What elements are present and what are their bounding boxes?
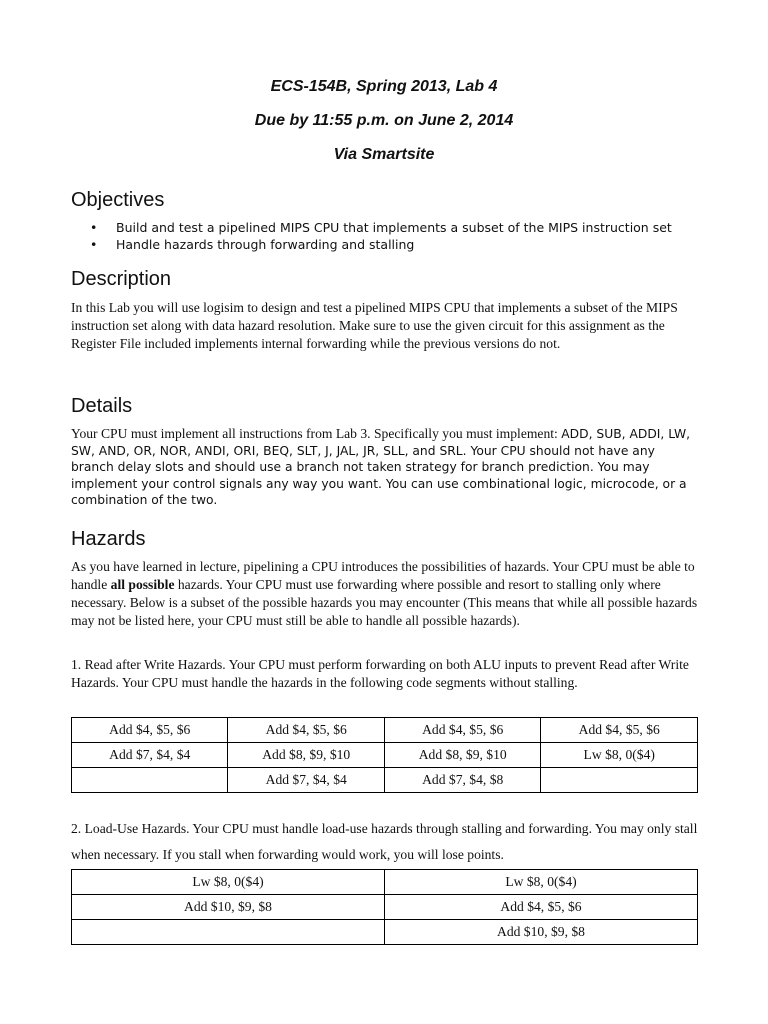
objectives-heading: Objectives [71, 189, 165, 211]
details-heading: Details [71, 395, 133, 417]
description-heading: Description [71, 268, 172, 290]
table-cell: Add $7, $4, $4 [72, 743, 228, 768]
table-cell: Lw $8, 0($4) [541, 743, 698, 768]
table-cell: Add $7, $4, $8 [384, 768, 540, 793]
hazards-heading: Hazards [71, 528, 146, 550]
table-row [72, 870, 698, 895]
table-cell: Add $4, $5, $6 [384, 718, 540, 743]
course-title: ECS-154B, Spring 2013, Lab 4 [270, 78, 498, 95]
details-text-serif: Your CPU must implement all instructions from Lab 3. Specifically you must implement: [71, 426, 562, 441]
table-cell: Add $4, $5, $6 [385, 895, 698, 920]
hazards-intro-emphasis: all possible [110, 577, 175, 592]
load-use-table [71, 869, 698, 945]
details-text [71, 426, 699, 509]
table-row [72, 718, 698, 743]
table-row [72, 743, 698, 768]
objective-item: • Build and test a pipelined MIPS CPU that implements a subset of the MIPS instruction set [71, 219, 711, 236]
raw-hazards-text: 1. Read after Write Hazards. Your CPU must perform forwarding on both ALU inputs to prevent Read after Write Hazards. Your CPU must handle the hazards in the following code segments without stalling. [71, 657, 689, 690]
table-cell [541, 768, 698, 793]
table-cell: Add $10, $9, $8 [72, 895, 385, 920]
table-row [72, 895, 698, 920]
hazards-intro-part: hazards. Your CPU must use forwarding where possible and resort to stalling only where necessary. Below is a subset of the possible hazards you may encounter (This means that while all possible hazards may not be listed here, your CPU must still be able to handle all possible hazards). [71, 577, 698, 628]
details-text-sans: ADD, SUB, ADDI, LW, SW, AND, OR, NOR, ANDI, ORI, BEQ, SLT, J, JAL, JR, SLL, and SRL. Your CPU should not have any branch delay slots and should use a branch not taken strategy for branch prediction. You may implement your control signals any way you want. You can use combinational logic, microcode, or a combination of the two. [71, 427, 691, 507]
table-cell: Add $10, $9, $8 [385, 920, 698, 945]
submission-method: Via Smartsite [333, 146, 435, 163]
raw-hazards-table [71, 717, 698, 793]
table-cell: Lw $8, 0($4) [385, 870, 698, 895]
table-cell: Lw $8, 0($4) [72, 870, 385, 895]
table-cell: Add $4, $5, $6 [541, 718, 698, 743]
table-cell: Add $7, $4, $4 [228, 768, 384, 793]
table-row [72, 768, 698, 793]
description-text: In this Lab you will use logisim to design and test a pipelined MIPS CPU that implements a subset of the MIPS instruction set along with data hazard resolution. Make sure to use the given circuit for this assignment as the Register File included implements internal forwarding while the previous versions do not. [71, 300, 678, 351]
table-cell [72, 920, 385, 945]
load-use-text: 2. Load-Use Hazards. Your CPU must handle load-use hazards through stalling and forwarding. You may only stall when necessary. If you stall when forwarding would work, you will lose points. [71, 821, 698, 862]
table-cell: Add $8, $9, $10 [228, 743, 384, 768]
table-cell: Add $4, $5, $6 [228, 718, 384, 743]
table-cell: Add $8, $9, $10 [384, 743, 540, 768]
table-cell: Add $4, $5, $6 [72, 718, 228, 743]
objectives-list [71, 219, 711, 253]
hazards-intro-part: As you have learned in lecture, pipelining a CPU introduces the possibilities of hazards. Your CPU must be able to handle [71, 559, 695, 592]
due-date: Due by 11:55 p.m. on June 2, 2014 [254, 112, 514, 129]
table-row [72, 920, 698, 945]
hazards-intro [71, 558, 699, 630]
table-cell [72, 768, 228, 793]
objective-item: • Handle hazards through forwarding and stalling [71, 236, 711, 253]
